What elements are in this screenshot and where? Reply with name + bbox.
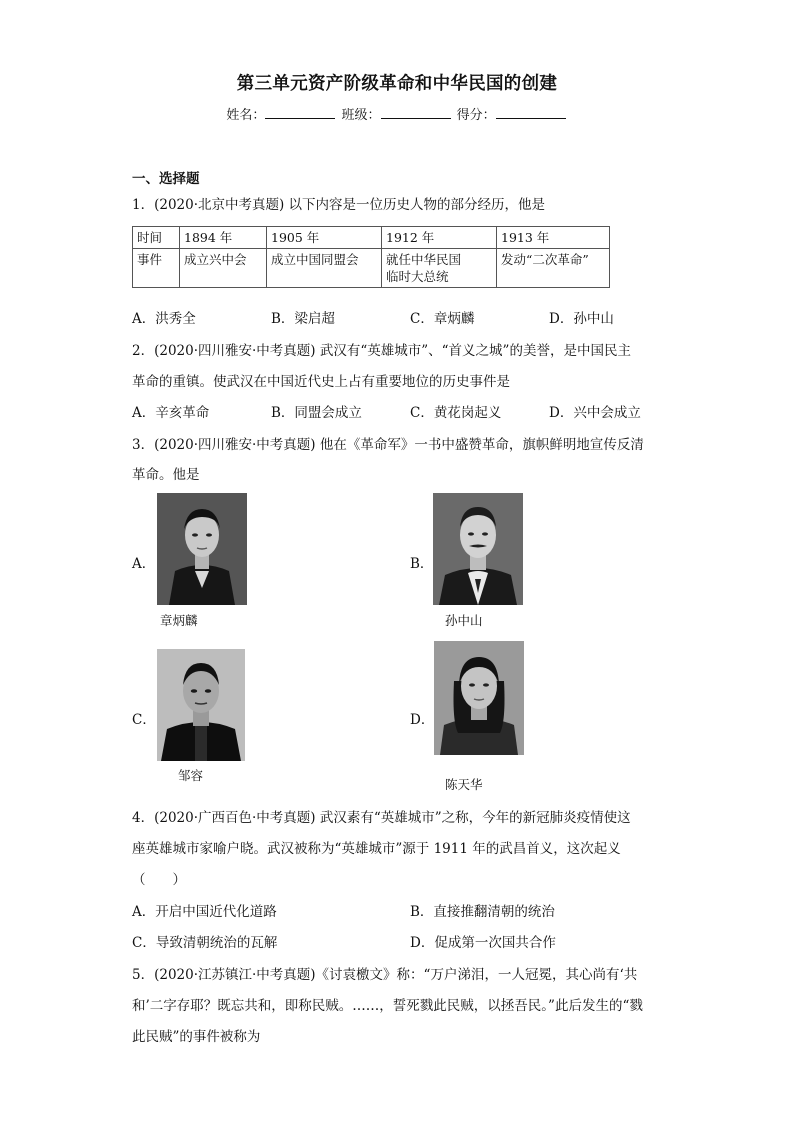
table-cell: 1912 年 xyxy=(382,227,497,249)
q1-option-a[interactable]: A．洪秀全 xyxy=(132,311,196,327)
q3-caption-c: 邹容 xyxy=(178,768,204,783)
q4-stem-line-1: 4．(2020·广西百色·中考真题) 武汉素有“英雄城市”之称，今年的新冠肺炎疫情使这 xyxy=(132,810,631,826)
table-row xyxy=(133,227,610,249)
q3-option-b-label[interactable]: B． xyxy=(410,556,434,572)
table-cell: 发动“二次革命” xyxy=(497,249,610,288)
score-label: 得分： xyxy=(456,108,496,123)
table-cell: 1894 年 xyxy=(180,227,267,249)
q1-option-b[interactable]: B．梁启超 xyxy=(271,311,335,327)
q3-caption-d: 陈天华 xyxy=(445,777,483,792)
score-blank[interactable] xyxy=(496,106,566,119)
q1-option-d[interactable]: D．孙中山 xyxy=(549,311,614,327)
q4-option-d[interactable]: D．促成第一次国共合作 xyxy=(410,935,556,951)
table-cell: 时间 xyxy=(133,227,180,249)
class-blank[interactable] xyxy=(381,106,451,119)
q3-option-d-label[interactable]: D． xyxy=(410,712,435,728)
q3-option-c-portrait[interactable] xyxy=(157,649,245,761)
q1-table xyxy=(132,226,610,288)
table-cell: 1905 年 xyxy=(267,227,382,249)
q5-stem-line-1: 5．(2020·江苏镇江·中考真题)《讨袁檄文》称：“万户涕泪，一人冠冕，其心尚有‘共 xyxy=(132,967,638,983)
q4-option-b[interactable]: B．直接推翻清朝的统治 xyxy=(410,904,555,920)
q2-option-c[interactable]: C．黄花岗起义 xyxy=(410,405,502,421)
q2-option-a[interactable]: A．辛亥革命 xyxy=(132,405,210,421)
name-label: 姓名： xyxy=(226,108,266,123)
q3-option-c-label[interactable]: C． xyxy=(132,712,156,728)
q3-option-a-portrait[interactable] xyxy=(157,493,247,605)
q5-stem-line-2: 和’二字存耶？既忘共和，即称民贼。……，誓死戮此民贼，以拯吾民。”此后发生的“戮 xyxy=(132,998,643,1014)
q4-stem-line-2: 座英雄城市家喻户晓。武汉被称为“英雄城市”源于 1911 年的武昌首义，这次起义 xyxy=(132,841,621,857)
q4-option-a[interactable]: A．开启中国近代化道路 xyxy=(132,904,277,920)
q3-stem-line-1: 3．(2020·四川雅安·中考真题) 他在《革命军》一书中盛赞革命，旗帜鲜明地宣传反清 xyxy=(132,437,644,453)
student-info-line xyxy=(0,104,794,123)
section-heading: 一、选择题 xyxy=(132,171,200,187)
cell-line: 就任中华民国 xyxy=(386,252,462,267)
q5-stem-line-3: 此民贼”的事件被称为 xyxy=(132,1029,261,1045)
cell-line: 临时大总统 xyxy=(386,269,449,284)
table-cell: 成立兴中会 xyxy=(180,249,267,288)
page-title: 第三单元资产阶级革命和中华民国的创建 xyxy=(236,74,558,94)
table-row xyxy=(133,249,610,288)
q3-option-d-portrait[interactable] xyxy=(434,641,524,755)
q4-answer-bracket[interactable]: （ ） xyxy=(132,872,186,888)
table-cell: 1913 年 xyxy=(497,227,610,249)
table-cell: 事件 xyxy=(133,249,180,288)
q3-option-b-portrait[interactable] xyxy=(433,493,523,605)
q3-caption-a: 章炳麟 xyxy=(160,613,198,628)
q2-option-d[interactable]: D．兴中会成立 xyxy=(549,405,641,421)
q3-caption-b: 孙中山 xyxy=(445,613,483,628)
q4-option-c[interactable]: C．导致清朝统治的瓦解 xyxy=(132,935,278,951)
table-cell: 成立中国同盟会 xyxy=(267,249,382,288)
table-cell xyxy=(382,249,497,288)
q2-stem-line-1: 2．(2020·四川雅安·中考真题) 武汉有“英雄城市”、“首义之城”的美誉，是中国民主 xyxy=(132,343,631,359)
class-label: 班级： xyxy=(341,108,381,123)
q2-stem-line-2: 革命的重镇。使武汉在中国近代史上占有重要地位的历史事件是 xyxy=(132,374,510,390)
q2-option-b[interactable]: B．同盟会成立 xyxy=(271,405,362,421)
name-blank[interactable] xyxy=(265,106,335,119)
q3-option-a-label[interactable]: A． xyxy=(132,556,156,572)
q1-option-c[interactable]: C．章炳麟 xyxy=(410,311,475,327)
q3-stem-line-2: 革命。他是 xyxy=(132,467,200,483)
q1-stem: 1．(2020·北京中考真题) 以下内容是一位历史人物的部分经历，他是 xyxy=(132,197,546,213)
